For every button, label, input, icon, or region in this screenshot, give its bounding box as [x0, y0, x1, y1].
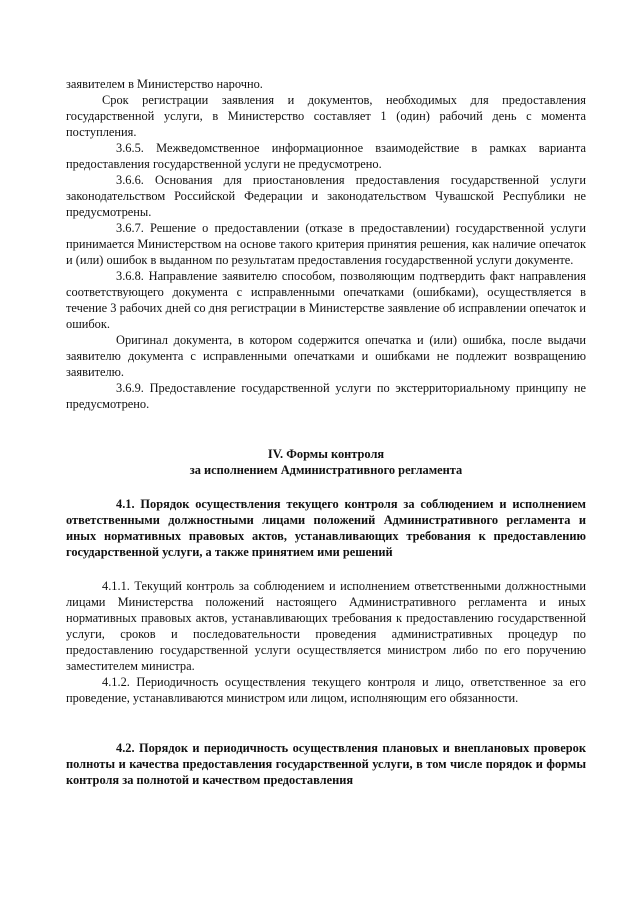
- heading-4-2: 4.2. Порядок и периодичность осуществления плановых и внеплановых проверок полноты и качества предоставления государственной услуги, в том числе порядок и формы контроля за полнотой и качеством предоставления: [66, 741, 586, 787]
- paragraph-4-1-2: 4.1.2. Периодичность осуществления текущего контроля и лицо, ответственное за его проведение, устанавливаются министром или лицом, исполняющим его обязанности.: [66, 675, 586, 705]
- paragraph-3-6-8: 3.6.8. Направление заявителю способом, позволяющим подтвердить факт направления соответствующего документа с исправленными опечатками (ошибками), осуществляется в течение 3 рабочих дней со дня регистрации в Министерстве заявление об исправлении опечаток и ошибок.: [66, 269, 586, 331]
- heading-4-1: 4.1. Порядок осуществления текущего контроля за соблюдением и исполнением ответственными должностными лицами положений Административного регламента и иных нормативных правовых актов, устанавливающих требования к предоставлению государственной услуги, а также принятием ими решений: [66, 497, 586, 559]
- section-title-line2: за исполнением Административного регламента: [189, 463, 463, 477]
- paragraph-3-6-6: 3.6.6. Основания для приостановления предоставления государственной услуги законодательством Российской Федерации и законодательством Чувашской Республики не предусмотрены.: [66, 173, 586, 219]
- heading-gap: [66, 478, 586, 496]
- document-page: [66, 76, 586, 788]
- paragraph-registration-term: Срок регистрации заявления и документов, необходимых для предоставления государственной услуги, в Министерство составляет 1 (один) рабочий день с момента поступления.: [66, 93, 586, 139]
- paragraph-submission: заявителем в Министерство нарочно.: [66, 77, 263, 91]
- heading-gap: [66, 706, 586, 740]
- section-title-line1: IV. Формы контроля: [267, 447, 385, 461]
- paragraph-3-6-9: 3.6.9. Предоставление государственной услуги по экстерриториальному принципу не предусмотрено.: [66, 381, 586, 411]
- paragraph-4-1-1: 4.1.1. Текущий контроль за соблюдением и исполнением ответственными должностными лицами Министерства положений настоящего Административного регламента и иных нормативных правовых актов, устанавливающих требования к предоставлению государственной услуги, сроков и последовательности проведения административных процедур по предоставлению государственной услуги осуществляется министром либо по его поручению заместителем министра.: [66, 579, 586, 673]
- section-gap: [66, 412, 586, 446]
- paragraph-3-6-5: 3.6.5. Межведомственное информационное взаимодействие в рамках варианта предоставления государственной услуги не предусмотрено.: [66, 141, 586, 171]
- heading-gap: [66, 560, 586, 578]
- paragraph-3-6-7: 3.6.7. Решение о предоставлении (отказе в предоставлении) государственной услуги принимается Министерством на основе такого критерия принятия решения, как наличие опечаток и (или) ошибок в выданном по результатам предоставления государственной услуги документе.: [66, 221, 586, 267]
- paragraph-original-document: Оригинал документа, в котором содержится опечатка и (или) ошибка, после выдачи заявителю документа с исправленными опечатками и ошибками не подлежит возвращению заявителю.: [66, 333, 586, 379]
